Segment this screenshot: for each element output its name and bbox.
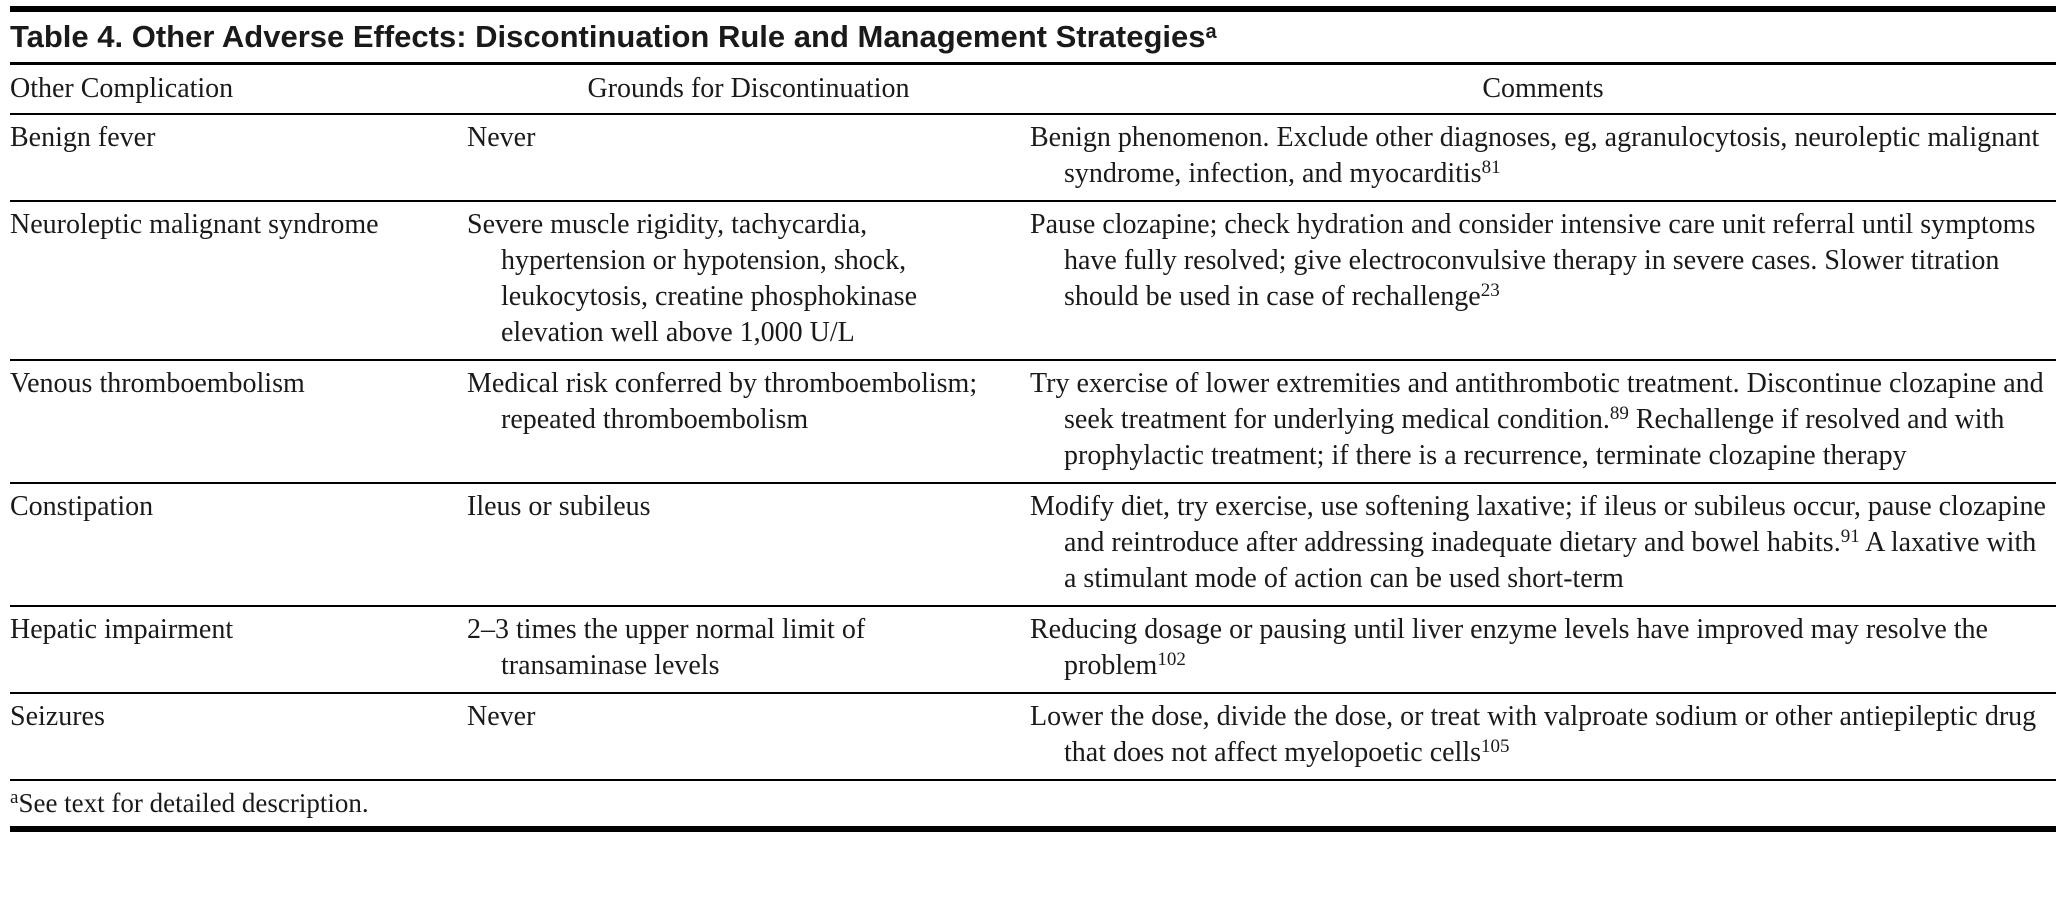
footnote-text: See text for detailed description. — [18, 788, 369, 818]
cell-complication — [10, 612, 467, 684]
comments-text — [1030, 612, 2050, 684]
comment-segment: Try exercise of lower extremities and antithrombotic treatment. Discontinue clozapine and seek treatment for underlying medical condition. — [1030, 368, 2044, 435]
footnote-marker: a — [10, 786, 19, 808]
table-row — [10, 202, 2056, 361]
cell-complication — [10, 699, 467, 771]
grounds-text: Medical risk conferred by thromboembolism; repeated thromboembolism — [467, 368, 978, 435]
comment-segment: Lower the dose, divide the dose, or treat with valproate sodium or other antiepileptic drug that does not affect myelopoetic cells — [1030, 701, 2037, 768]
comment-segment: A laxative with a stimulant mode of action can be used short-term — [1064, 527, 2037, 594]
comments-text — [1030, 489, 2050, 597]
cell-comments — [1030, 120, 2056, 192]
table-row — [10, 607, 2056, 694]
cell-grounds — [467, 699, 1030, 771]
cell-comments — [1030, 612, 2056, 684]
comment-segment: Pause clozapine; check hydration and consider intensive care unit referral until symptoms have fully resolved; give electroconvulsive therapy in severe cases. Slower titration should be used in case of rechallenge — [1030, 209, 2036, 312]
cell-complication — [10, 366, 467, 474]
reference-superscript: 91 — [1840, 525, 1860, 547]
column-header-complication: Other Complication — [10, 73, 234, 104]
cell-comments — [1030, 366, 2056, 474]
table-footnote — [10, 781, 2056, 832]
title-footnote-marker: a — [1205, 21, 1217, 43]
complication-text: Hepatic impairment — [10, 614, 234, 645]
table-row — [10, 115, 2056, 202]
complication-text: Venous thromboembolism — [10, 368, 305, 399]
cell-comments — [1030, 489, 2056, 597]
comments-text — [1030, 699, 2050, 771]
reference-superscript: 89 — [1609, 402, 1629, 424]
column-header-grounds: Grounds for Discontinuation — [587, 73, 910, 104]
reference-superscript: 81 — [1481, 156, 1501, 178]
cell-complication — [10, 207, 467, 351]
grounds-text: 2–3 times the upper normal limit of transaminase levels — [467, 614, 866, 681]
comment-segment: Rechallenge if resolved and with prophylactic treatment; if there is a recurrence, terminate clozapine therapy — [1064, 404, 2005, 471]
cell-comments — [1030, 207, 2056, 351]
table-title-text: Table 4. Other Adverse Effects: Discontinuation Rule and Management Strategies — [10, 19, 1206, 54]
reference-superscript: 23 — [1480, 279, 1500, 301]
reference-superscript: 102 — [1157, 648, 1186, 670]
grounds-text: Never — [467, 701, 536, 732]
table-row — [10, 694, 2056, 781]
table-row — [10, 361, 2056, 484]
reference-superscript: 105 — [1481, 735, 1510, 757]
table-header-row — [10, 65, 2056, 115]
comments-text — [1030, 120, 2050, 192]
comments-text — [1030, 207, 2050, 315]
cell-grounds — [467, 489, 1030, 597]
comment-segment: Benign phenomenon. Exclude other diagnoses, eg, agranulocytosis, neuroleptic malignant syndrome, infection, and myocarditis — [1030, 122, 2040, 189]
table-row — [10, 484, 2056, 607]
cell-grounds — [467, 612, 1030, 684]
table-title — [10, 12, 2056, 65]
complication-text: Constipation — [10, 491, 154, 522]
column-header-comments: Comments — [1482, 73, 1604, 104]
grounds-text: Ileus or subileus — [467, 491, 651, 522]
cell-comments — [1030, 699, 2056, 771]
comment-segment: Reducing dosage or pausing until liver enzyme levels have improved may resolve the problem — [1030, 614, 1988, 681]
comment-segment: Modify diet, try exercise, use softening laxative; if ileus or subileus occur, pause clozapine and reintroduce after addressing inadequate dietary and bowel habits. — [1030, 491, 2046, 558]
cell-grounds — [467, 120, 1030, 192]
cell-grounds — [467, 207, 1030, 351]
comments-text — [1030, 366, 2050, 474]
grounds-text: Never — [467, 122, 536, 153]
cell-complication — [10, 120, 467, 192]
complication-text: Benign fever — [10, 122, 156, 153]
journal-table-page — [10, 6, 2056, 832]
complication-text: Seizures — [10, 701, 105, 732]
complication-text: Neuroleptic malignant syndrome — [10, 209, 379, 240]
cell-grounds — [467, 366, 1030, 474]
grounds-text: Severe muscle rigidity, tachycardia, hypertension or hypotension, shock, leukocytosis, creatine phosphokinase elevation well above 1,000 U/L — [467, 209, 918, 348]
cell-complication — [10, 489, 467, 597]
